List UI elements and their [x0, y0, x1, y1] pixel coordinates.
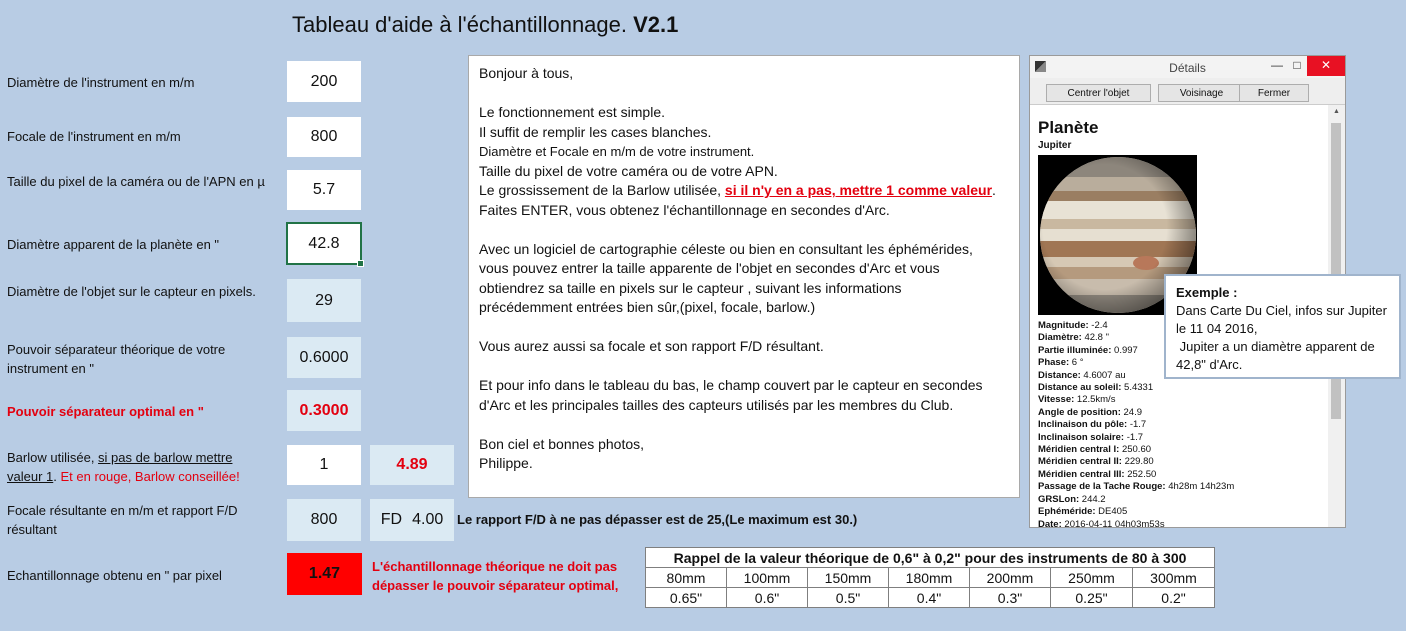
- note-line: Faites ENTER, vous obtenez l'échantillonnage en secondes d'Arc.: [479, 201, 890, 218]
- note-line: Diamètre et Focale en m/m de votre instrument.: [479, 144, 755, 159]
- table-cell-size: 180mm: [889, 568, 970, 588]
- note-line: Il suffit de remplir les cases blanches.: [479, 123, 712, 140]
- details-window-title: Détails: [1169, 61, 1206, 75]
- property-key: Angle de position:: [1038, 406, 1121, 418]
- table-cell-value: 0.4": [889, 588, 970, 608]
- note-line: Bon ciel et bonnes photos,: [479, 435, 645, 452]
- example-line: 42,8" d'Arc.: [1176, 357, 1243, 372]
- barlow-label-a: Barlow utilisée,: [7, 450, 99, 465]
- property-row: [1038, 506, 1328, 518]
- property-key: Méridien central I:: [1038, 444, 1120, 456]
- table-cell-size: 250mm: [1051, 568, 1133, 588]
- property-key: Ephéméride:: [1038, 506, 1096, 518]
- property-value: 250.60: [1119, 444, 1152, 456]
- property-key: Inclinaison solaire:: [1038, 431, 1125, 443]
- property-value: 6 °: [1069, 357, 1084, 369]
- property-value: 244.2: [1079, 493, 1106, 505]
- note-line: précédemment entrées bien sûr,(pixel, focale, barlow.): [479, 299, 816, 315]
- property-value: 252.50: [1124, 468, 1157, 480]
- property-key: GRSLon:: [1038, 493, 1080, 505]
- property-row: [1038, 407, 1328, 419]
- table-cell-value: 0.2": [1133, 588, 1215, 608]
- note-line: Vous aurez aussi sa focale et son rapport F/D résultant.: [479, 338, 824, 354]
- optimal-resolution-value: 0.3000: [287, 390, 361, 431]
- property-value: 42.8 ": [1081, 332, 1109, 344]
- details-titlebar: [1030, 56, 1345, 78]
- table-cell-value: 0.6": [727, 588, 808, 608]
- label-optimal-resolution: Pouvoir séparateur optimal en ": [7, 404, 204, 419]
- theoretical-resolution-value: 0.6000: [287, 337, 361, 378]
- note-line-barlow: [479, 181, 1009, 201]
- object-name: Jupiter: [1038, 140, 1072, 151]
- property-key: Passage de la Tache Rouge:: [1038, 481, 1166, 493]
- label-sampling: Echantillonnage obtenu en " par pixel: [7, 568, 222, 583]
- property-row: [1038, 481, 1328, 493]
- property-value: -1.7: [1127, 419, 1147, 431]
- property-value: 12.5km/s: [1074, 394, 1116, 406]
- note-barlow-a: Le grossissement de la Barlow utilisée,: [479, 182, 725, 198]
- sampling-warning-line2: dépasser le pouvoir séparateur optimal,: [372, 578, 619, 593]
- example-line: Dans Carte Du Ciel, infos sur Jupiter: [1176, 303, 1387, 318]
- property-row: [1038, 519, 1328, 529]
- table-cell-size: 80mm: [646, 568, 727, 588]
- property-row: [1038, 419, 1328, 431]
- property-key: Partie illuminée:: [1038, 344, 1112, 356]
- pixel-size-input[interactable]: 5.7: [287, 170, 361, 210]
- title-version: V2.1: [633, 12, 679, 37]
- note-line: obtiendrez sa taille en pixels sur le capteur , suivant les informations: [479, 279, 902, 296]
- example-line: Jupiter a un diamètre apparent de: [1176, 339, 1375, 354]
- note-line: Philippe.: [479, 455, 533, 471]
- apparent-diameter-input[interactable]: [286, 222, 362, 265]
- values-row: [646, 588, 1215, 608]
- object-pixels-value: 29: [287, 279, 361, 322]
- label-barlow: [7, 448, 269, 486]
- center-object-button[interactable]: Centrer l'objet: [1046, 84, 1151, 102]
- details-toolbar: [1030, 78, 1345, 105]
- property-key: Phase:: [1038, 357, 1070, 369]
- table-cell-value: 0.5": [808, 588, 889, 608]
- note-line: Le fonctionnement est simple.: [479, 104, 665, 120]
- property-key: Diamètre:: [1038, 332, 1082, 344]
- label-result-focal: Focale résultante en m/m et rapport F/D résultant: [7, 503, 238, 537]
- label-object-pixels: Diamètre de l'objet sur le capteur en pixels.: [7, 284, 256, 299]
- property-key: Distance:: [1038, 369, 1081, 381]
- sizes-row: [646, 568, 1215, 588]
- table-cell-value: 0.65": [646, 588, 727, 608]
- reference-table: [645, 547, 1215, 608]
- object-type-heading: Planète: [1038, 118, 1099, 137]
- property-value: 0.997: [1111, 344, 1138, 356]
- example-line: le 11 04 2016,: [1176, 321, 1258, 336]
- property-row: [1038, 444, 1328, 456]
- note-line: d'Arc et les principales tailles des capteurs utilisés par les membres du Club.: [479, 396, 954, 413]
- property-key: Inclinaison du pôle:: [1038, 419, 1128, 431]
- scroll-up-icon[interactable]: ▲: [1333, 108, 1340, 115]
- note-line: Avec un logiciel de cartographie céleste ou bien en consultant les éphémérides,: [479, 240, 973, 257]
- property-value: DE405: [1095, 506, 1128, 518]
- table-cell-size: 200mm: [970, 568, 1051, 588]
- instructions-textbox: [468, 55, 1020, 498]
- result-focal-value: 800: [287, 499, 361, 541]
- note-barlow-b: si il n'y en a pas, mettre 1 comme valeur: [724, 182, 993, 198]
- fill-handle[interactable]: [357, 260, 364, 267]
- property-key: Méridien central II:: [1038, 456, 1122, 468]
- property-row: [1038, 494, 1328, 506]
- barlow-input[interactable]: 1: [287, 445, 361, 485]
- minimize-icon[interactable]: —: [1271, 58, 1283, 72]
- fd-prefix: FD: [380, 511, 403, 528]
- property-value: 5.4331: [1121, 382, 1154, 394]
- table-cell-size: 300mm: [1133, 568, 1215, 588]
- apparent-diameter-value: 42.8: [308, 234, 340, 252]
- sampling-warning: [372, 557, 618, 595]
- title-main: Tableau d'aide à l'échantillonnage.: [292, 12, 627, 37]
- property-row: [1038, 382, 1328, 394]
- example-callout: [1164, 274, 1401, 379]
- focal-input[interactable]: 800: [287, 117, 361, 157]
- table-cell-size: 150mm: [808, 568, 889, 588]
- barlow-label-c: .: [53, 469, 61, 484]
- barlow-advised-value: 4.89: [370, 445, 454, 485]
- property-value: 24.9: [1120, 406, 1142, 418]
- note-line: Et pour info dans le tableau du bas, le champ couvert par le capteur en secondes: [479, 377, 983, 393]
- property-value: -2.4: [1088, 320, 1108, 331]
- close-icon[interactable]: ✕: [1307, 56, 1345, 76]
- property-key: Méridien central III:: [1038, 468, 1125, 480]
- maximize-icon[interactable]: □: [1293, 58, 1301, 72]
- property-key: Date:: [1038, 518, 1062, 528]
- property-row: [1038, 456, 1328, 468]
- note-line: Bonjour à tous,: [479, 65, 574, 81]
- barlow-label-d: Et en rouge, Barlow conseillée!: [60, 469, 240, 484]
- label-pixel: Taille du pixel de la caméra ou de l'APN en µ: [7, 174, 265, 189]
- property-value: 2016-04-11 04h03m53s: [1061, 518, 1165, 528]
- note-line: Taille du pixel de votre caméra ou de votre APN.: [479, 162, 778, 179]
- fd-ratio-cell: [370, 499, 454, 541]
- barlow-label-b: si pas de barlow mettre valeur 1: [7, 450, 233, 484]
- sampling-warning-line1: L'échantillonnage théorique ne doit pas: [372, 559, 618, 574]
- fd-value: 4.00: [412, 511, 444, 528]
- note-barlow-c: .: [992, 182, 996, 198]
- property-row: [1038, 469, 1328, 481]
- property-value: 4.6007 au: [1080, 369, 1126, 381]
- label-diameter: Diamètre de l'instrument en m/m: [7, 75, 195, 90]
- table-cell-size: 100mm: [727, 568, 808, 588]
- example-title: Exemple :: [1176, 285, 1238, 300]
- table-cell-value: 0.3": [970, 588, 1051, 608]
- close-details-button[interactable]: Fermer: [1239, 84, 1309, 102]
- property-key: Distance au soleil:: [1038, 382, 1122, 394]
- property-value: 4h28m 14h23m: [1165, 481, 1235, 493]
- property-row: [1038, 394, 1328, 406]
- vicinity-button[interactable]: Voisinage: [1158, 84, 1245, 102]
- property-key: Magnitude:: [1038, 320, 1089, 331]
- property-value: -1.7: [1124, 431, 1144, 443]
- property-key: Vitesse:: [1038, 394, 1075, 406]
- page-title: [292, 12, 678, 38]
- label-theoretical-resolution: Pouvoir séparateur théorique de votre instrument en ": [7, 342, 226, 376]
- reference-table-header: Rappel de la valeur théorique de 0,6" à 0,2" pour des instruments de 80 à 300: [646, 548, 1215, 568]
- diameter-input[interactable]: 200: [287, 61, 361, 102]
- note-line: vous pouvez entrer la taille apparente de l'objet en secondes d'Arc et vous: [479, 260, 940, 276]
- label-focal: Focale de l'instrument en m/m: [7, 129, 181, 144]
- sampling-value: 1.47: [287, 553, 362, 595]
- label-apparent: Diamètre apparent de la planète en ": [7, 237, 220, 252]
- property-value: 229.80: [1121, 456, 1154, 468]
- fd-note: Le rapport F/D à ne pas dépasser est de 25,(Le maximum est 30.): [457, 512, 858, 527]
- table-cell-value: 0.25": [1051, 588, 1133, 608]
- property-row: [1038, 432, 1328, 444]
